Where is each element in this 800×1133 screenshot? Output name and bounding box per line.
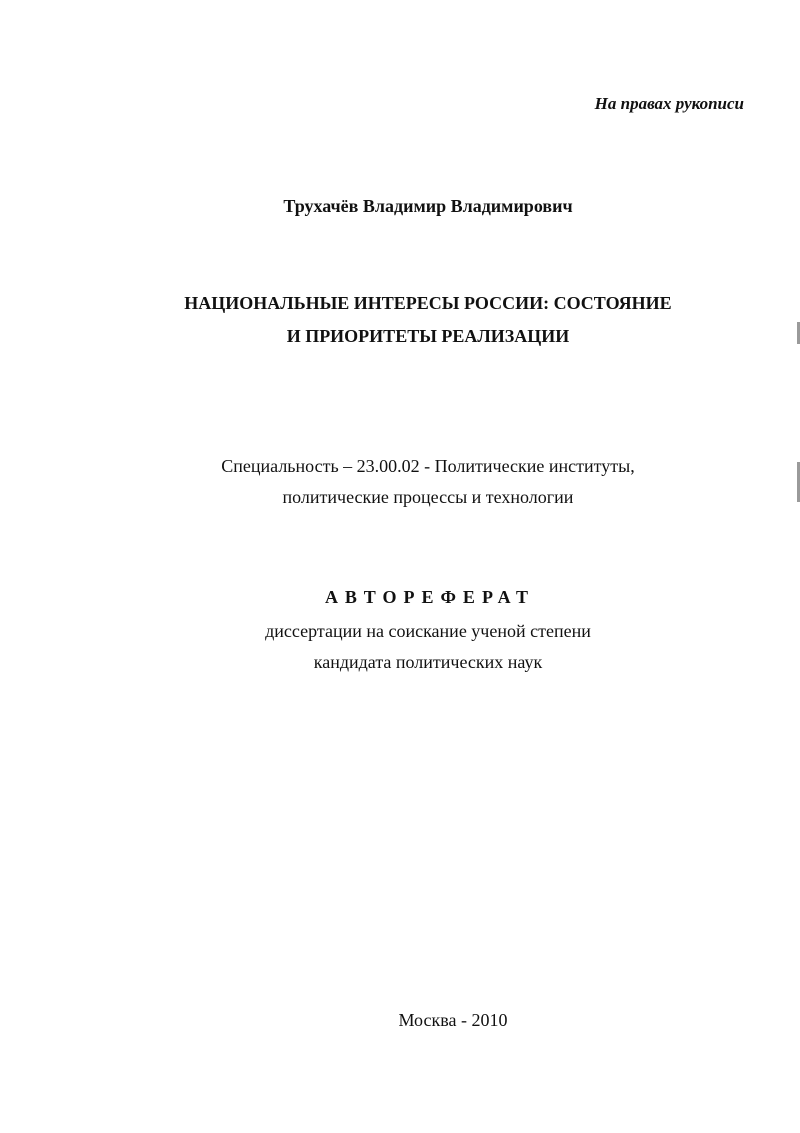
thesis-title-line-2: И ПРИОРИТЕТЫ РЕАЛИЗАЦИИ [286, 326, 570, 346]
city-year: Москва - 2010 [398, 1010, 508, 1030]
specialty-line-2: политические процессы и технологии [282, 487, 574, 507]
manuscript-rights-stamp: На правах рукописи [594, 94, 744, 113]
document-type-heading: АВТОРЕФЕРАТ [324, 587, 536, 607]
author-name: Трухачёв Владимир Владимирович [283, 196, 573, 216]
specialty-line-1: Специальность – 23.00.02 - Политические институты, [221, 456, 635, 476]
degree-line-1: диссертации на соискание ученой степени [265, 621, 591, 641]
degree-line-2: кандидата политических наук [313, 652, 543, 672]
thesis-title-line-1: НАЦИОНАЛЬНЫЕ ИНТЕРЕСЫ РОССИИ: СОСТОЯНИЕ [184, 293, 672, 313]
